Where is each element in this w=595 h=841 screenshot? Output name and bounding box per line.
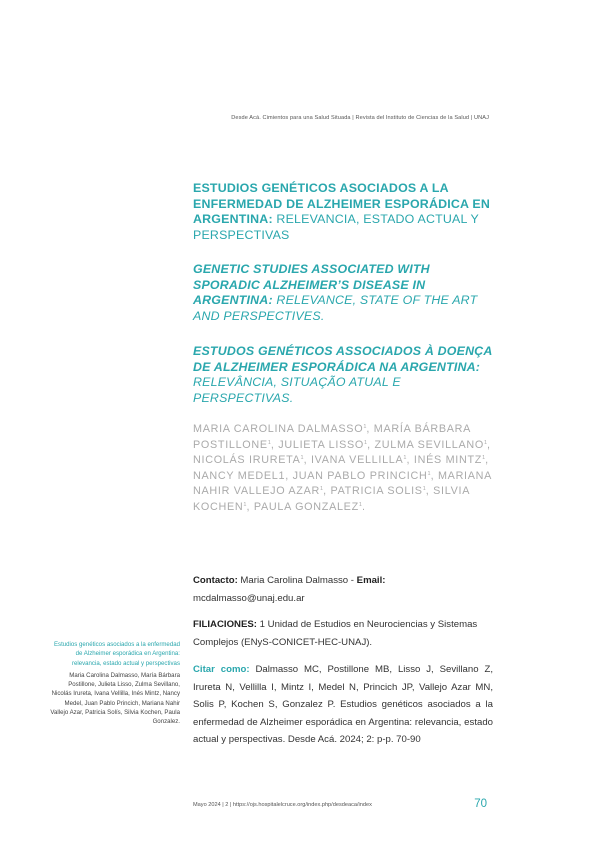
author-separator: , [270, 438, 279, 451]
title-portuguese-rest: RELEVÂNCIA, SITUAÇÃO ATUAL E PERSPECTIVAS. [193, 375, 401, 405]
author-name: NANCY MEDEL1 [193, 469, 286, 482]
title-english [193, 262, 493, 324]
author-separator: , [367, 438, 375, 451]
title-english-rest: RELEVANCE, STATE OF THE ART AND PERSPECTIVES. [193, 293, 478, 323]
affiliations-label: FILIACIONES: [193, 619, 257, 630]
title-english-bold: GENETIC STUDIES ASSOCIATED WITH SPORADIC ALZHEIMER’S DISEASE IN ARGENTINA: [193, 262, 430, 307]
author-affiliation-mark: 1 [243, 501, 247, 508]
author-separator: , [425, 485, 434, 498]
contact-line [193, 572, 493, 607]
citation-label: Citar como: [193, 664, 250, 675]
author-affiliation-mark: 1 [422, 486, 426, 493]
page-number: 70 [474, 798, 487, 810]
title-spanish-rest: RELEVANCIA, ESTADO ACTUAL Y PERSPECTIVAS [193, 212, 479, 242]
author-affiliation-mark: 1 [364, 439, 368, 446]
author-name: JUAN PABLO PRINCICH [292, 469, 428, 482]
author-name: ZULMA SEVILLANO [374, 438, 484, 451]
author-name: PAULA GONZALEZ [253, 500, 359, 513]
author-separator: , [430, 469, 438, 482]
author-affiliation-mark: 1 [482, 455, 486, 462]
author-separator: , [323, 485, 331, 498]
title-spanish-bold: ESTUDIOS GENÉTICOS ASOCIADOS A LA ENFERMEDAD DE ALZHEIMER ESPORÁDICA EN ARGENTINA: [193, 181, 490, 226]
titles-block [193, 181, 493, 406]
author-name: PATRICIA SOLIS [330, 485, 423, 498]
author-name: SILVIA KOCHEN [193, 485, 470, 513]
author-separator: , [487, 438, 491, 451]
author-affiliation-mark: 1 [300, 455, 304, 462]
author-separator: , [485, 454, 489, 467]
author-name: INÉS MINTZ [413, 454, 483, 467]
affiliations [193, 616, 493, 651]
author-separator: , [366, 423, 374, 435]
author-separator: , [285, 469, 293, 482]
author-name: MARIANA NAHIR VALLEJO AZAR [193, 469, 492, 498]
contact-email: mcdalmasso@unaj.edu.ar [193, 592, 305, 604]
author-name: JULIETA LISSO [278, 438, 364, 451]
sidebar-authors: Maria Carolina Dalmasso, María Bárbara Postillone, Julieta Lisso, Zulma Sevillano, Nicolás Irureta, Ivana Vellilla, Inés Mintz, Nancy Medel, Juan Pablo Princich, Mariana Nahir Vallejo Azar, Patricia Solís, Silvia Kochen, Paula Gonzalez. [50, 671, 180, 726]
author-affiliation-mark: 1 [483, 439, 488, 446]
author-name: IVANA VELLILLA [310, 454, 404, 467]
title-portuguese-bold: ESTUDOS GENÉTICOS ASSOCIADOS À DOENÇA DE ALZHEIMER ESPORÁDICA NA ARGENTINA: [193, 344, 493, 374]
author-separator: , [303, 454, 311, 467]
citation-text: Dalmasso MC, Postillone MB, Lisso J, Sevillano Z, Irureta N, Vellilla I, Mintz I, Medel N, Princich JP, Vallejo Azar MN, Solis P, Kochen S, Gonzalez P. Estudios genéticos asociados a la enfermedad de Alzheimer esporádica en Argentina: relevancia, estado actual y perspectivas. Desde Acá. 2024; 2: p-p. 70-90 [193, 664, 493, 745]
contact-label: Contacto: [193, 575, 238, 586]
title-portuguese [193, 344, 493, 406]
author-affiliation-mark: 1 [320, 486, 324, 493]
author-affiliation-mark: 1 [363, 424, 367, 430]
author-affiliation-mark: 1 [267, 439, 271, 446]
author-affiliation-mark: 1 [403, 455, 407, 462]
author-name: MARIA CAROLINA DALMASSO [193, 423, 364, 435]
author-name: NICOLÁS IRURETA [193, 454, 301, 467]
author-separator: . [361, 500, 366, 513]
author-affiliation-mark: 1 [358, 501, 362, 508]
author-list [193, 422, 493, 516]
contact-name: Maria Carolina Dalmasso - [237, 575, 357, 586]
sidebar-title: Estudios genéticos asociados a la enfermedad de Alzheimer esporádica en Argentina: relevancia, estado actual y perspectivas [53, 641, 180, 667]
author-affiliation-mark: 1 [427, 470, 431, 477]
title-spanish [193, 181, 493, 243]
footer-text: Mayo 2024 | 2 | https://ojs.hospitalelcruce.org/index.php/desdeaca/index [193, 802, 372, 808]
author-name: MARÍA BÁRBARA POSTILLONE [193, 423, 471, 451]
affiliations-text: 1 Unidad de Estudios en Neurociencias y Sistemas Complejos (ENyS-CONICET-HEC-UNAJ). [193, 619, 478, 648]
email-label: Email: [356, 575, 386, 586]
author-separator: , [406, 454, 414, 467]
running-header: Desde Acá. Cimientos para una Salud Situada | Revista del Instituto de Ciencias de la Salud | UNAJ [231, 115, 489, 121]
citation [193, 661, 493, 749]
author-separator: , [246, 500, 254, 513]
sidebar-note [50, 640, 180, 727]
